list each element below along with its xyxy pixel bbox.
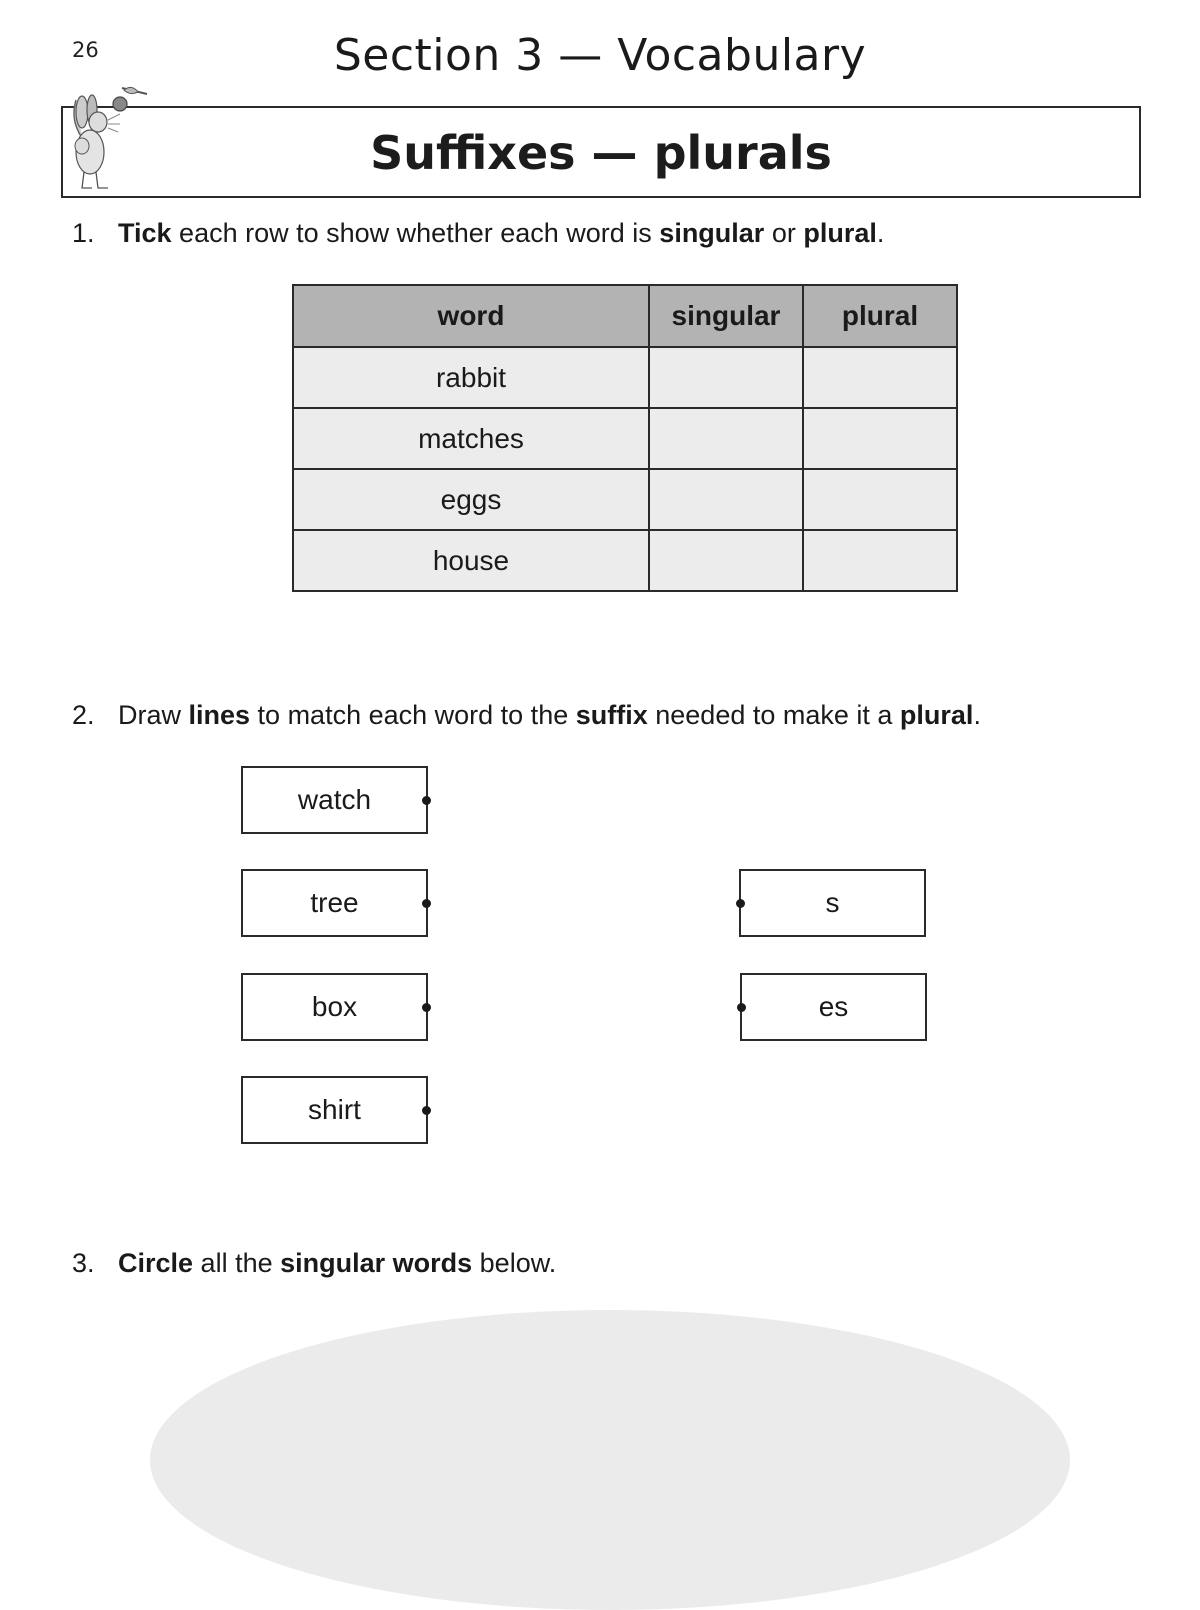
connector-dot-icon[interactable] [422, 796, 431, 805]
column-header-word: word [293, 285, 649, 347]
word-cell: rabbit [293, 347, 649, 408]
rabbit-mascot-icon [62, 80, 152, 195]
table-row [293, 469, 957, 530]
connector-dot-icon[interactable] [736, 899, 745, 908]
table-row [293, 530, 957, 591]
word-cell: matches [293, 408, 649, 469]
connector-dot-icon[interactable] [422, 899, 431, 908]
singular-plural-table [292, 284, 958, 592]
table-header-row [293, 285, 957, 347]
question-3-prompt: 3. Circle all the singular words below. [72, 1248, 557, 1278]
section-title: Section 3 — Vocabulary [333, 30, 867, 81]
word-label: tree [310, 887, 359, 918]
word-box-box[interactable] [241, 973, 428, 1041]
question-2-prompt: 2. Draw lines to match each word to the suffix needed to make it a plural. [72, 700, 981, 730]
table-row [293, 347, 957, 408]
topic-title: Suffixes — plurals [370, 126, 832, 180]
word-cloud-ellipse [150, 1310, 1070, 1610]
plural-tick-cell[interactable] [803, 347, 957, 408]
connector-dot-icon[interactable] [422, 1106, 431, 1115]
plural-tick-cell[interactable] [803, 469, 957, 530]
connector-dot-icon[interactable] [737, 1003, 746, 1012]
table-row [293, 408, 957, 469]
topic-title-box [61, 106, 1141, 198]
column-header-singular: singular [649, 285, 803, 347]
word-label: box [311, 991, 358, 1022]
word-cell: eggs [293, 469, 649, 530]
question-1-prompt: 1. Tick each row to show whether each word is singular or plural. [72, 218, 885, 248]
suffix-box-es[interactable] [740, 973, 927, 1041]
singular-tick-cell[interactable] [649, 469, 803, 530]
word-label: watch [297, 784, 372, 815]
word-cell: house [293, 530, 649, 591]
column-header-plural: plural [803, 285, 957, 347]
connector-dot-icon[interactable] [422, 1003, 431, 1012]
word-box-shirt[interactable] [241, 1076, 428, 1144]
word-label: shirt [308, 1094, 361, 1125]
word-box-tree[interactable] [241, 869, 428, 937]
plural-tick-cell[interactable] [803, 530, 957, 591]
suffix-box-s[interactable] [739, 869, 926, 937]
page-number: 26 [72, 38, 99, 62]
plural-tick-cell[interactable] [803, 408, 957, 469]
suffix-label: s [825, 887, 840, 918]
singular-tick-cell[interactable] [649, 530, 803, 591]
suffix-label: es [818, 991, 849, 1022]
word-box-watch[interactable] [241, 766, 428, 834]
singular-tick-cell[interactable] [649, 408, 803, 469]
singular-tick-cell[interactable] [649, 347, 803, 408]
